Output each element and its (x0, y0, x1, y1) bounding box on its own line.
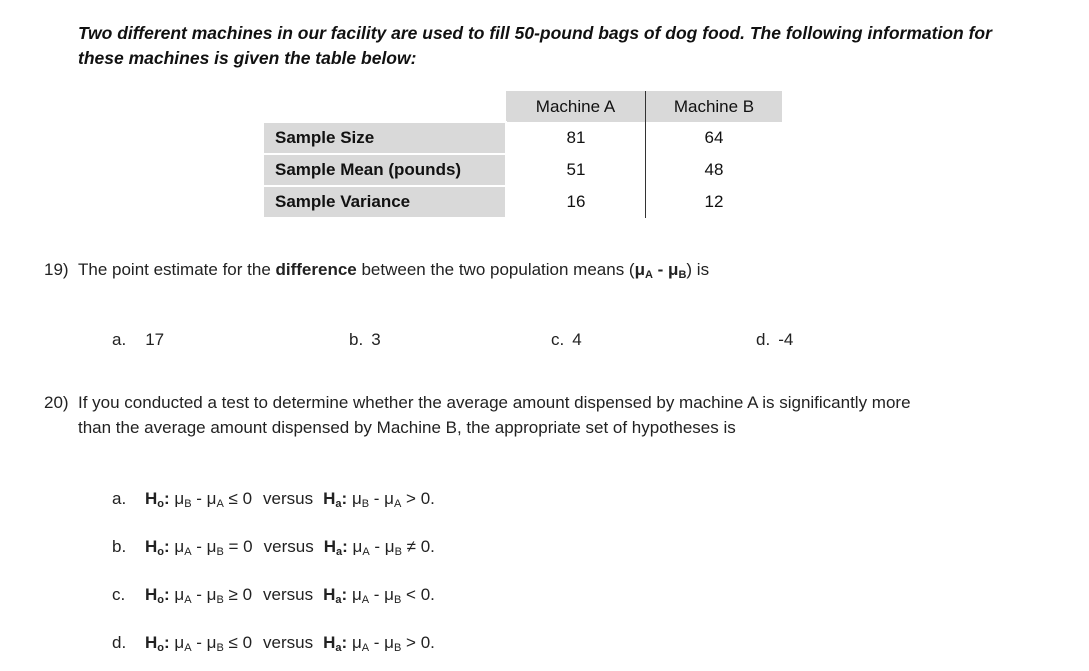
question-text: than the average amount dispensed by Machine B, the appropriate set of hypotheses is (78, 418, 736, 437)
table-row (263, 154, 782, 186)
null-hypothesis-label: $H_o$: (145, 585, 170, 606)
row-label-sample-size: Sample Size (263, 122, 506, 154)
alt-hypothesis-label: $H_a$: (323, 585, 348, 606)
intro-paragraph: Two different machines in our facility are used to fill 50-pound bags of dog food. The following information for these machines is given the table below: (78, 23, 992, 68)
question-text: The point estimate for the (78, 260, 276, 279)
question-emphasis: difference (275, 260, 357, 279)
q20-choice-d[interactable]: d. $H_o$: $\mu_A - \mu_B \le 0$ versus $H_a$: $\mu_A - \mu_B > 0$. (112, 633, 435, 654)
q19-choice-b[interactable]: b. 3 (349, 330, 381, 349)
cell-sample-variance-b: 12 (646, 186, 783, 218)
cell-sample-variance-a: 16 (566, 192, 586, 211)
q19-choice-d[interactable]: d. -4 (756, 330, 794, 349)
cell-sample-size-a: 81 (566, 128, 586, 147)
question-number: 19) (44, 260, 69, 279)
alt-hypothesis-label: $H_a$: (323, 633, 348, 654)
q19-choice-a[interactable]: a. 17 (112, 330, 165, 349)
null-hypothesis-label: $H_o$: (145, 489, 170, 510)
cell-sample-size-b: 64 (646, 122, 783, 154)
q20-choice-c[interactable]: c. $H_o$: $\mu_A - \mu_B \ge 0$ versus $H_a$: $\mu_A - \mu_B < 0$. (112, 585, 435, 606)
alt-hypothesis-label: $H_a$: (323, 537, 348, 558)
table-row (263, 186, 782, 218)
question-text: ) is (686, 260, 710, 279)
table-row (263, 122, 782, 154)
question-20 (44, 390, 1044, 440)
q19-choice-c[interactable]: c. 4 (551, 330, 582, 349)
question-number: 20) (44, 393, 69, 412)
table-header-row (263, 91, 782, 122)
mean-difference-expression: $\mu_A - \mu_B$ (634, 260, 687, 281)
cell-sample-mean-a: 51 (566, 160, 586, 179)
question-text: If you conducted a test to determine whether the average amount dispensed by machine A is significantly more (78, 393, 911, 412)
null-hypothesis-label: $H_o$: (145, 537, 170, 558)
cell-sample-mean-b: 48 (646, 154, 783, 186)
null-hypothesis-label: $H_o$: (145, 633, 170, 654)
row-label-sample-mean: Sample Mean (pounds) (263, 154, 506, 186)
question-19 (44, 257, 709, 288)
header-machine-a: Machine A (506, 91, 646, 122)
header-machine-b: Machine B (646, 91, 783, 122)
alt-hypothesis-label: $H_a$: (323, 489, 348, 510)
question-text: between the two population means ( (356, 260, 635, 279)
q20-choice-a[interactable]: a. $H_o$: $\mu_B - \mu_A \le 0$ versus $H_a$: $\mu_B - \mu_A > 0$. (112, 489, 435, 510)
q20-choice-b[interactable]: b. $H_o$: $\mu_A - \mu_B = 0$ versus $H_a$: $\mu_A - \mu_B \ne 0$. (112, 537, 435, 558)
row-label-sample-variance: Sample Variance (263, 186, 506, 218)
machine-data-table (262, 91, 782, 219)
table-corner-cell (263, 91, 506, 122)
